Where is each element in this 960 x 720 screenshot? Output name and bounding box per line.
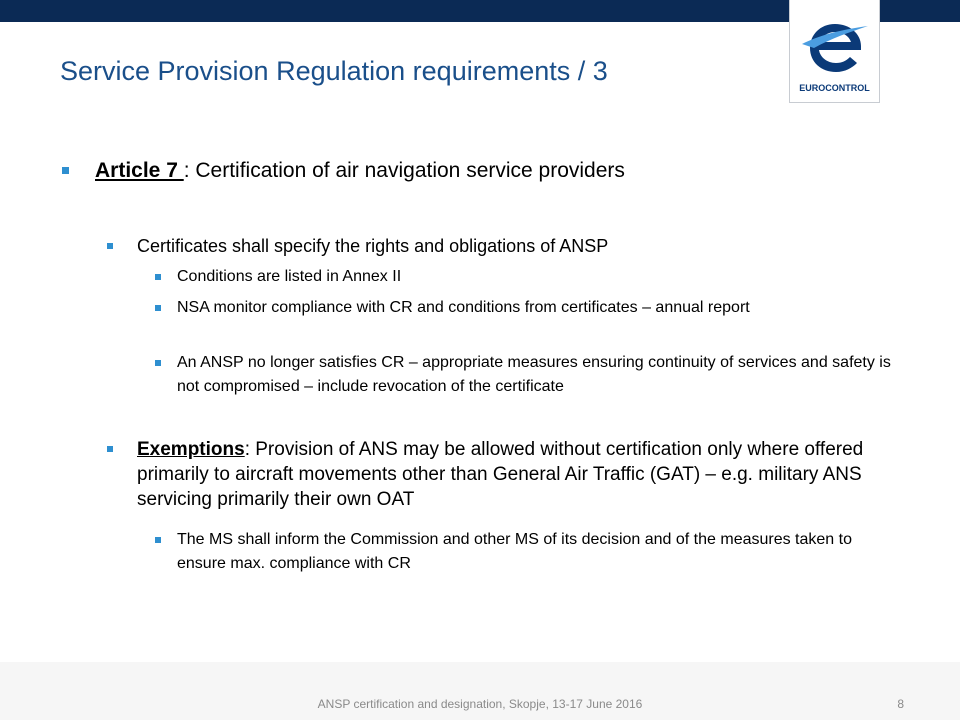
exemptions-text: : Provision of ANS may be allowed without certification only where offered primarily to aircraft movements other than General Air Traffic (GAT) – e.g. military ANS servicing primarily their own OAT [137,439,864,510]
footer-caption: ANSP certification and designation, Skopje, 13-17 June 2016 [317,697,643,711]
bullet-certificates [107,234,807,258]
slide-title: Service Provision Regulation requirements / 3 [60,56,608,86]
bullet-text [137,437,907,512]
bullet-square-icon [107,446,113,452]
bullet-square-icon [155,305,161,311]
sub-bullet-ansp-no-longer [155,351,895,399]
bullet-square-icon [155,360,161,366]
article-7-text: : Certification of air navigation service providers [183,159,625,182]
bullet-text [95,157,625,185]
sub-bullet-ms-inform [155,528,905,576]
bullet-square-icon [62,167,69,174]
exemptions-label: Exemptions [137,439,245,460]
bullet-square-icon [107,243,113,249]
eurocontrol-logo [789,0,880,103]
page-number: 8 [897,697,904,711]
eurocontrol-emblem-icon [798,10,872,80]
sub-bullet-text: The MS shall inform the Commission and other MS of its decision and of the measures taken to ensure max. compliance with CR [177,531,852,572]
logo-wordmark: EUROCONTROL [799,83,870,93]
bullet-square-icon [155,274,161,280]
certificates-text: Certificates shall specify the rights and obligations of ANSP [137,236,609,256]
footer-band [0,662,960,720]
article-7-label: Article 7 [95,159,184,182]
sub-bullet-text: NSA monitor compliance with CR and conditions from certificates – annual report [177,299,750,316]
sub-bullet-text: An ANSP no longer satisfies CR – appropriate measures ensuring continuity of services and safety is not compromised – include revocation of the certificate [177,354,891,395]
sub-bullet-nsa-monitor [155,296,895,320]
bullet-exemptions [107,437,907,512]
bullet-article-7 [62,157,782,185]
bullet-square-icon [155,537,161,543]
sub-bullet-text: Conditions are listed in Annex II [177,268,402,285]
sub-bullet-annex [155,265,895,289]
